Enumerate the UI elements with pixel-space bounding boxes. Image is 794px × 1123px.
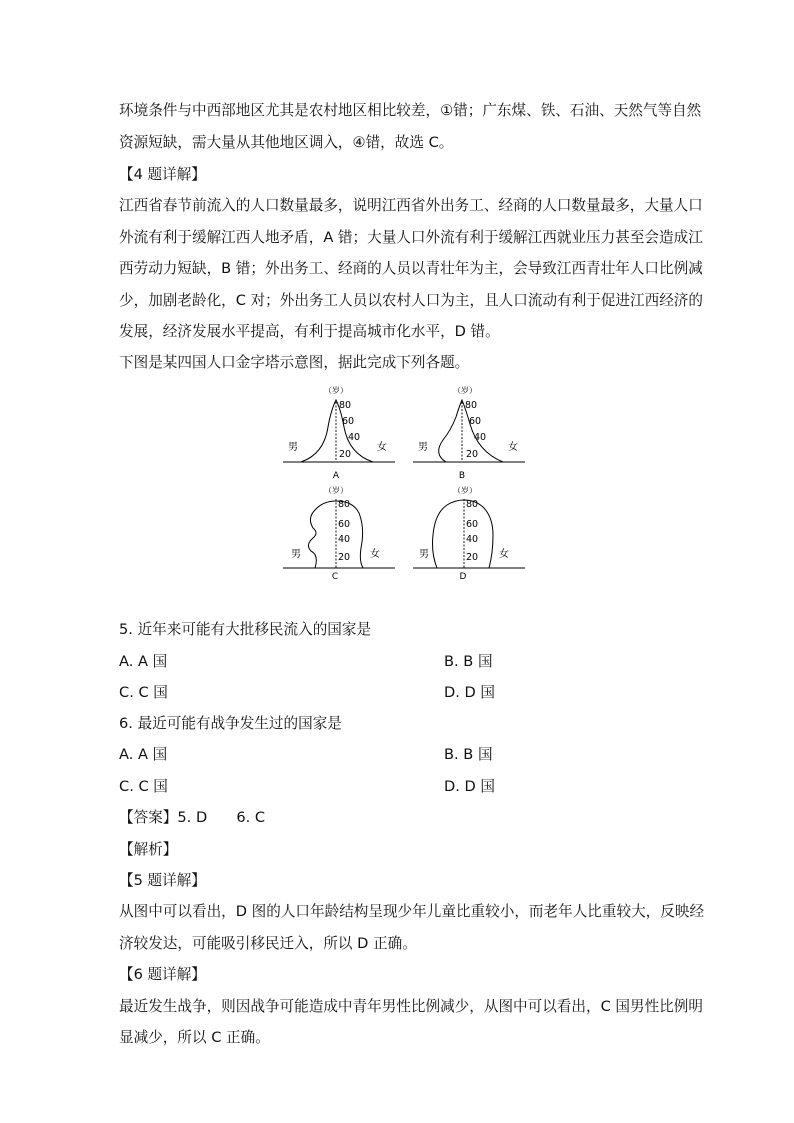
q6-option-b[interactable]: B. B 国	[444, 746, 493, 763]
intro-line-1: 环境条件与中西部地区尤其是农村地区相比较差，①错；广东煤、铁、石油、天然气等自然	[119, 102, 702, 119]
tick-80: 80	[339, 400, 352, 411]
female-label: 女	[499, 549, 509, 560]
q6-detail-line: 显减少，所以 C 正确。	[119, 1029, 270, 1046]
q6-stem: 6. 最近可能有战争发生过的国家是	[119, 715, 342, 732]
pyramid-a	[283, 382, 395, 480]
q4-detail-header: 【4 题详解】	[119, 166, 206, 183]
q5-detail-line: 从图中可以看出，D 图的人口年龄结构呈现少年儿童比重较小，而老年人比重较大，反映经	[119, 903, 705, 920]
tick-40: 40	[466, 534, 479, 545]
q4-detail-line: 发展，经济发展水平提高，有利于提高城市化水平，D 错。	[119, 323, 500, 340]
tick-60: 60	[469, 416, 482, 427]
female-label: 女	[377, 442, 387, 453]
q6-option-d[interactable]: D. D 国	[444, 778, 495, 795]
panel-label-d: D	[459, 572, 467, 581]
q4-detail-line: 少，加剧老龄化，C 对；外出务工人员以农村人口为主，且人口流动有利于促进江西经济的	[119, 292, 703, 309]
q5-option-c[interactable]: C. C 国	[119, 684, 168, 701]
panel-label-a: A	[332, 471, 340, 480]
q5-detail-header: 【5 题详解】	[119, 872, 206, 889]
male-label: 男	[419, 549, 429, 560]
q5-option-a[interactable]: A. A 国	[119, 653, 168, 670]
pyramid-d	[413, 483, 525, 581]
tick-80: 80	[466, 499, 479, 510]
male-label: 男	[288, 442, 298, 453]
male-label: 男	[291, 549, 301, 560]
q4-detail-line: 西劳动力短缺，B 错；外出务工、经商的人员以青壮年为主，会导致江西青壮年人口比例减	[119, 260, 703, 277]
male-label: 男	[418, 442, 428, 453]
q5-detail-line: 济较发达，可能吸引移民迁入，所以 D 正确。	[119, 935, 417, 952]
tick-60: 60	[342, 416, 355, 427]
q5-option-b[interactable]: B. B 国	[444, 653, 493, 670]
unit-label: （岁）	[453, 386, 477, 395]
analysis-header: 【解析】	[119, 841, 178, 858]
tick-40: 40	[338, 534, 351, 545]
q6-detail-line: 最近发生战争，则因战争可能造成中青年男性比例减少，从图中可以看出，C 国男性比例明	[119, 998, 703, 1015]
tick-20: 20	[339, 449, 352, 460]
intro-line-2: 资源短缺，需大量从其他地区调入，④错，故选 C。	[119, 134, 454, 151]
q4-detail-line: 江西省春节前流入的人口数量最多，说明江西省外出务工、经商的人口数量最多，大量人口	[119, 197, 703, 214]
figure-intro: 下图是某四国人口金字塔示意图，据此完成下列各题。	[119, 354, 470, 371]
tick-60: 60	[338, 519, 351, 530]
tick-60: 60	[466, 519, 479, 530]
tick-80: 80	[465, 400, 478, 411]
unit-label: （岁）	[324, 486, 348, 495]
q5-option-d[interactable]: D. D 国	[444, 684, 495, 701]
tick-40: 40	[474, 432, 487, 443]
tick-20: 20	[466, 552, 479, 563]
tick-20: 20	[338, 552, 351, 563]
q6-option-c[interactable]: C. C 国	[119, 778, 168, 795]
unit-label: （岁）	[453, 486, 477, 495]
q6-detail-header: 【6 题详解】	[119, 966, 206, 983]
q5-stem: 5. 近年来可能有大批移民流入的国家是	[119, 621, 372, 638]
q4-detail-line: 外流有利于缓解江西人地矛盾，A 错；大量人口外流有利于缓解江西就业压力甚至会造成江	[119, 229, 703, 246]
tick-80: 80	[338, 499, 351, 510]
unit-label: （岁）	[324, 386, 348, 395]
female-label: 女	[370, 549, 380, 560]
panel-label-c: C	[331, 572, 339, 581]
q6-option-a[interactable]: A. A 国	[119, 746, 168, 763]
answer-line: 【答案】5. D 6. C	[119, 809, 266, 826]
panel-label-b: B	[458, 471, 466, 480]
pyramid-c	[283, 483, 395, 581]
tick-40: 40	[348, 432, 361, 443]
pyramid-b	[413, 382, 525, 480]
tick-20: 20	[466, 449, 479, 460]
female-label: 女	[508, 442, 518, 453]
